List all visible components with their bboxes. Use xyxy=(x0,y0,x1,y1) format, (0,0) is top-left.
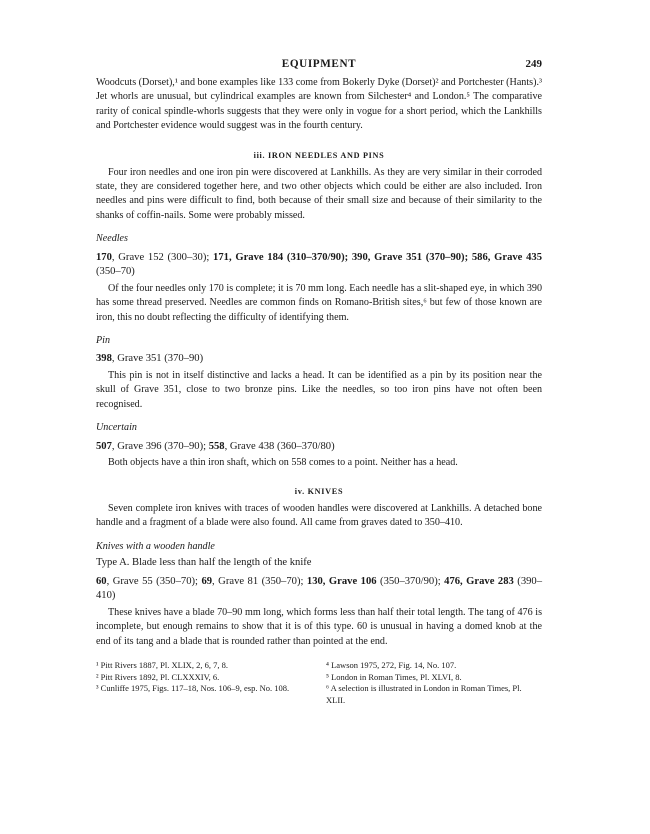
entry-number: 130, Grave 106 xyxy=(306,575,377,587)
entry-date: (390–410) xyxy=(96,575,543,602)
subheading-needles: Needles xyxy=(96,233,128,245)
running-head xyxy=(96,58,542,76)
entry-date: (350–70) xyxy=(96,266,135,278)
section-heading-needles-pins: iii. IRON NEEDLES AND PINS xyxy=(253,150,385,160)
entry-grave: , Grave 55 (350–70); xyxy=(106,575,202,587)
entry-grave: , Grave 152 (300–30); xyxy=(111,251,214,263)
running-title: EQUIPMENT xyxy=(281,58,357,70)
footnotes-left xyxy=(96,660,312,706)
pin-text: This pin is not in itself distinctive and lacks a head. It can be identified as a pin by its position near the skull of Grave 351, close to two bronze pins. Like the needles, so too iron pins have not often been recognised. xyxy=(96,370,542,410)
entry-number: 507 xyxy=(96,440,112,452)
entry-number: 69 xyxy=(201,575,213,587)
entry-grave: , Grave 351 (370–90) xyxy=(111,353,204,365)
uncertain-catalogue-entry xyxy=(96,440,542,455)
knives-text: These knives have a blade 70–90 mm long, which forms less than half their total length. The tang of 476 is incomplete, but enough remains to show that it is of this type. 60 is unusual in having a domed knob at the end of its tang and a blade that is rounded rather than pointed at the end. xyxy=(96,606,542,647)
section-heading-knives: iv. KNIVES xyxy=(294,486,344,496)
footnote: ⁵ London in Roman Times, Pl. XLVI, 8. xyxy=(326,671,462,682)
entry-grave: , Grave 81 (350–70); xyxy=(212,575,307,587)
entry-number: 476, Grave 283 xyxy=(444,575,514,587)
page xyxy=(96,58,542,706)
entry-number: 60 xyxy=(96,575,107,587)
footnote: ³ Cunliffe 1975, Figs. 117–18, Nos. 106–9, esp. No. 108. xyxy=(96,683,290,694)
entry-grave: , Grave 438 (360–370/80) xyxy=(224,440,335,452)
knives-catalogue-entry xyxy=(96,575,542,604)
entry-number: 558 xyxy=(208,440,225,452)
subheading-knives-wooden-handle: Knives with a wooden handle xyxy=(96,540,215,552)
footnote: ² Pitt Rivers 1892, Pl. CLXXXIV, 6. xyxy=(96,671,220,682)
subheading-pin: Pin xyxy=(96,335,111,347)
needles-text: Of the four needles only 170 is complete; it is 70 mm long. Each needle has a slit-shaped eye, in which 390 has some thread preserved. Needles are common finds on Romano-British sites,⁶ but few of those known are iron, this no doubt reflecting the difficulty of identifying them. xyxy=(96,282,542,323)
type-a-heading: Type A. Blade less than half the length of the knife xyxy=(96,556,312,568)
footnote: ⁶ A selection is illustrated in London in Roman Times, Pl. XLII. xyxy=(326,683,522,705)
footnotes xyxy=(96,660,542,706)
pin-catalogue-entry xyxy=(96,352,542,367)
needles-pins-intro: Four iron needles and one iron pin were discovered at Lankhills. As they are very similar in their corroded state, they are considered together here, and two other objects which could be either are also included. Iron needles and pins were difficult to find, both because of their small size and because of their similarity to the shanks of coffin-nails. Some were probably missed. xyxy=(96,166,542,221)
subheading-uncertain: Uncertain xyxy=(96,422,137,434)
entry-number: 170 xyxy=(96,251,112,263)
entry-date: (350–370/90); xyxy=(376,575,445,587)
footnote: ⁴ Lawson 1975, 272, Fig. 14, No. 107. xyxy=(326,659,457,670)
page-number: 249 xyxy=(525,58,542,70)
footnotes-right xyxy=(326,660,542,706)
intro-paragraph: Woodcuts (Dorset),¹ and bone examples like 133 come from Bokerly Dyke (Dorset)² and Portchester (Hants).³ Jet whorls are unusual, but cylindrical examples are known from Silchester⁴ and London.⁵ The comparative rarity of conical spindle-whorls suggests that they were only in vogue for a short period, which the Lankhills and Portchester evidence would suggest was in the fourth century. xyxy=(96,77,542,132)
knives-intro: Seven complete iron knives with traces of wooden handles were discovered at Lankhills. A detached bone handle and a fragment of a blade were also found. All came from graves dated to 350–410. xyxy=(96,502,542,529)
uncertain-text: Both objects have a thin iron shaft, which on 558 comes to a point. Neither has a head. xyxy=(108,457,458,469)
entry-grave: , Grave 396 (370–90); xyxy=(111,440,209,452)
needles-catalogue-entry xyxy=(96,251,542,280)
entry-numbers: 171, Grave 184 (310–370/90); 390, Grave 351 (370–90); 586, Grave 435 xyxy=(213,251,542,263)
footnote: ¹ Pitt Rivers 1887, Pl. XLIX, 2, 6, 7, 8. xyxy=(96,659,228,670)
entry-number: 398 xyxy=(96,353,112,365)
